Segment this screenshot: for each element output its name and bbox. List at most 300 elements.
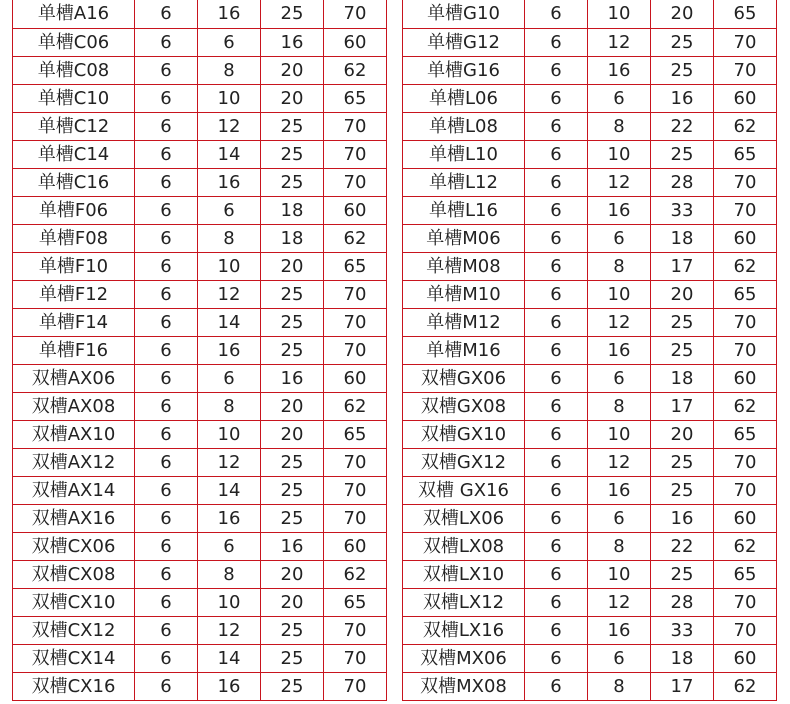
value-cell-4: 65 <box>714 141 777 169</box>
value-cell-1: 6 <box>525 225 588 253</box>
value-cell-4: 70 <box>714 337 777 365</box>
model-cell: 单槽G10 <box>403 0 525 29</box>
spec-table-left-body <box>13 0 387 701</box>
value-cell-2: 12 <box>588 449 651 477</box>
value-cell-3: 22 <box>651 113 714 141</box>
table-row <box>403 225 777 253</box>
value-cell-2: 10 <box>588 421 651 449</box>
value-cell-2: 8 <box>588 533 651 561</box>
value-cell-2: 10 <box>588 0 651 29</box>
value-cell-3: 25 <box>261 337 324 365</box>
model-cell: 单槽L08 <box>403 113 525 141</box>
value-cell-1: 6 <box>135 197 198 225</box>
value-cell-3: 20 <box>261 561 324 589</box>
value-cell-1: 6 <box>525 0 588 29</box>
value-cell-2: 6 <box>198 365 261 393</box>
spec-table-right-body <box>403 0 777 701</box>
value-cell-4: 62 <box>714 393 777 421</box>
table-row <box>403 421 777 449</box>
table-row <box>403 561 777 589</box>
value-cell-3: 20 <box>651 281 714 309</box>
value-cell-1: 6 <box>525 617 588 645</box>
value-cell-2: 8 <box>588 673 651 701</box>
table-row <box>403 281 777 309</box>
value-cell-4: 70 <box>714 477 777 505</box>
value-cell-4: 62 <box>714 673 777 701</box>
model-cell: 单槽M08 <box>403 253 525 281</box>
value-cell-2: 10 <box>588 141 651 169</box>
table-row <box>403 589 777 617</box>
model-cell: 单槽C10 <box>13 85 135 113</box>
table-row <box>13 197 387 225</box>
value-cell-3: 18 <box>261 197 324 225</box>
model-cell: 单槽F12 <box>13 281 135 309</box>
table-row <box>13 169 387 197</box>
value-cell-3: 25 <box>651 561 714 589</box>
value-cell-2: 12 <box>198 113 261 141</box>
value-cell-1: 6 <box>135 617 198 645</box>
table-row <box>13 365 387 393</box>
value-cell-2: 12 <box>588 29 651 57</box>
value-cell-3: 25 <box>261 169 324 197</box>
value-cell-3: 25 <box>261 449 324 477</box>
value-cell-1: 6 <box>135 85 198 113</box>
value-cell-3: 25 <box>651 337 714 365</box>
value-cell-3: 20 <box>261 253 324 281</box>
model-cell: 双槽GX06 <box>403 365 525 393</box>
table-row <box>403 141 777 169</box>
value-cell-4: 70 <box>324 0 387 29</box>
table-row <box>13 141 387 169</box>
value-cell-2: 6 <box>588 645 651 673</box>
spec-table-left <box>12 0 387 701</box>
table-row <box>13 0 387 29</box>
model-cell: 双槽LX12 <box>403 589 525 617</box>
value-cell-1: 6 <box>135 225 198 253</box>
table-row <box>403 0 777 29</box>
table-row <box>403 57 777 85</box>
value-cell-4: 62 <box>324 225 387 253</box>
value-cell-3: 33 <box>651 197 714 225</box>
table-row <box>403 673 777 701</box>
value-cell-4: 62 <box>324 393 387 421</box>
value-cell-2: 16 <box>198 0 261 29</box>
value-cell-3: 20 <box>261 85 324 113</box>
value-cell-3: 25 <box>651 309 714 337</box>
table-row <box>13 253 387 281</box>
value-cell-4: 70 <box>324 309 387 337</box>
value-cell-3: 20 <box>261 589 324 617</box>
model-cell: 双槽LX10 <box>403 561 525 589</box>
model-cell: 双槽MX06 <box>403 645 525 673</box>
value-cell-1: 6 <box>135 365 198 393</box>
value-cell-2: 6 <box>588 505 651 533</box>
value-cell-3: 16 <box>261 29 324 57</box>
value-cell-1: 6 <box>135 113 198 141</box>
table-row <box>13 29 387 57</box>
model-cell: 双槽GX08 <box>403 393 525 421</box>
value-cell-3: 18 <box>651 645 714 673</box>
value-cell-3: 18 <box>651 365 714 393</box>
model-cell: 双槽AX10 <box>13 421 135 449</box>
model-cell: 单槽F06 <box>13 197 135 225</box>
value-cell-2: 8 <box>198 393 261 421</box>
table-row <box>403 645 777 673</box>
value-cell-3: 28 <box>651 589 714 617</box>
model-cell: 单槽L12 <box>403 169 525 197</box>
model-cell: 双槽LX16 <box>403 617 525 645</box>
value-cell-4: 70 <box>714 589 777 617</box>
model-cell: 双槽AX12 <box>13 449 135 477</box>
value-cell-3: 16 <box>261 365 324 393</box>
value-cell-2: 16 <box>588 617 651 645</box>
value-cell-4: 70 <box>324 673 387 701</box>
value-cell-2: 10 <box>198 589 261 617</box>
model-cell: 双槽CX16 <box>13 673 135 701</box>
table-row <box>13 309 387 337</box>
value-cell-3: 28 <box>651 169 714 197</box>
value-cell-1: 6 <box>135 57 198 85</box>
table-row <box>13 477 387 505</box>
value-cell-4: 65 <box>324 253 387 281</box>
table-row <box>403 505 777 533</box>
table-row <box>403 253 777 281</box>
value-cell-4: 62 <box>324 57 387 85</box>
value-cell-1: 6 <box>135 141 198 169</box>
value-cell-4: 65 <box>714 281 777 309</box>
model-cell: 单槽F14 <box>13 309 135 337</box>
value-cell-1: 6 <box>135 253 198 281</box>
model-cell: 双槽AX14 <box>13 477 135 505</box>
value-cell-1: 6 <box>525 449 588 477</box>
value-cell-2: 14 <box>198 141 261 169</box>
value-cell-3: 25 <box>261 0 324 29</box>
model-cell: 单槽F16 <box>13 337 135 365</box>
value-cell-1: 6 <box>525 421 588 449</box>
value-cell-3: 17 <box>651 673 714 701</box>
value-cell-4: 70 <box>324 505 387 533</box>
value-cell-2: 6 <box>198 197 261 225</box>
value-cell-2: 16 <box>198 169 261 197</box>
value-cell-2: 14 <box>198 309 261 337</box>
value-cell-1: 6 <box>525 337 588 365</box>
table-row <box>13 113 387 141</box>
value-cell-3: 25 <box>651 449 714 477</box>
table-row <box>13 57 387 85</box>
value-cell-4: 60 <box>714 85 777 113</box>
model-cell: 单槽M16 <box>403 337 525 365</box>
value-cell-4: 70 <box>714 197 777 225</box>
value-cell-3: 25 <box>261 645 324 673</box>
table-row <box>13 85 387 113</box>
model-cell: 单槽M06 <box>403 225 525 253</box>
model-cell: 单槽F08 <box>13 225 135 253</box>
model-cell: 单槽C08 <box>13 57 135 85</box>
value-cell-3: 16 <box>651 505 714 533</box>
value-cell-4: 65 <box>714 0 777 29</box>
table-row <box>403 85 777 113</box>
value-cell-4: 60 <box>324 29 387 57</box>
value-cell-2: 6 <box>198 533 261 561</box>
value-cell-1: 6 <box>135 281 198 309</box>
value-cell-2: 8 <box>588 393 651 421</box>
table-row <box>403 337 777 365</box>
value-cell-2: 14 <box>198 477 261 505</box>
value-cell-3: 25 <box>261 281 324 309</box>
value-cell-3: 25 <box>261 141 324 169</box>
value-cell-3: 25 <box>651 477 714 505</box>
value-cell-3: 17 <box>651 253 714 281</box>
value-cell-2: 6 <box>198 29 261 57</box>
table-row <box>13 617 387 645</box>
table-row <box>403 449 777 477</box>
value-cell-1: 6 <box>135 477 198 505</box>
value-cell-1: 6 <box>135 421 198 449</box>
value-cell-1: 6 <box>135 673 198 701</box>
value-cell-3: 20 <box>651 0 714 29</box>
value-cell-1: 6 <box>525 85 588 113</box>
value-cell-1: 6 <box>135 505 198 533</box>
table-row <box>13 421 387 449</box>
value-cell-2: 16 <box>588 337 651 365</box>
model-cell: 双槽CX12 <box>13 617 135 645</box>
table-row <box>13 337 387 365</box>
value-cell-2: 16 <box>588 197 651 225</box>
model-cell: 单槽C06 <box>13 29 135 57</box>
value-cell-2: 12 <box>198 617 261 645</box>
value-cell-2: 6 <box>588 365 651 393</box>
table-row <box>403 113 777 141</box>
model-cell: 双槽GX10 <box>403 421 525 449</box>
model-cell: 单槽L10 <box>403 141 525 169</box>
table-row <box>13 505 387 533</box>
model-cell: 单槽L06 <box>403 85 525 113</box>
value-cell-4: 60 <box>714 645 777 673</box>
value-cell-4: 70 <box>324 141 387 169</box>
value-cell-3: 25 <box>261 505 324 533</box>
model-cell: 双槽AX08 <box>13 393 135 421</box>
value-cell-3: 16 <box>261 533 324 561</box>
model-cell: 单槽A16 <box>13 0 135 29</box>
value-cell-2: 10 <box>198 421 261 449</box>
table-row <box>403 197 777 225</box>
value-cell-3: 25 <box>261 617 324 645</box>
value-cell-1: 6 <box>525 561 588 589</box>
value-cell-1: 6 <box>135 309 198 337</box>
table-row <box>13 533 387 561</box>
value-cell-4: 70 <box>714 169 777 197</box>
value-cell-1: 6 <box>135 0 198 29</box>
value-cell-2: 8 <box>198 561 261 589</box>
spec-table-right <box>402 0 777 701</box>
value-cell-4: 70 <box>324 169 387 197</box>
value-cell-3: 25 <box>261 309 324 337</box>
value-cell-2: 12 <box>588 169 651 197</box>
model-cell: 双槽LX06 <box>403 505 525 533</box>
value-cell-4: 60 <box>714 365 777 393</box>
value-cell-4: 65 <box>324 421 387 449</box>
value-cell-4: 60 <box>324 197 387 225</box>
value-cell-2: 8 <box>588 253 651 281</box>
value-cell-3: 25 <box>261 477 324 505</box>
model-cell: 单槽C16 <box>13 169 135 197</box>
value-cell-2: 12 <box>588 589 651 617</box>
value-cell-2: 16 <box>588 57 651 85</box>
value-cell-4: 65 <box>714 561 777 589</box>
value-cell-4: 70 <box>324 645 387 673</box>
value-cell-3: 17 <box>651 393 714 421</box>
value-cell-3: 20 <box>261 57 324 85</box>
value-cell-4: 60 <box>714 505 777 533</box>
value-cell-2: 6 <box>588 225 651 253</box>
value-cell-1: 6 <box>525 253 588 281</box>
value-cell-3: 16 <box>651 85 714 113</box>
value-cell-4: 70 <box>324 281 387 309</box>
value-cell-4: 62 <box>714 533 777 561</box>
value-cell-3: 25 <box>261 673 324 701</box>
value-cell-4: 70 <box>714 617 777 645</box>
table-row <box>403 617 777 645</box>
value-cell-4: 62 <box>324 561 387 589</box>
value-cell-3: 20 <box>261 393 324 421</box>
value-cell-1: 6 <box>525 197 588 225</box>
value-cell-1: 6 <box>135 449 198 477</box>
value-cell-2: 8 <box>588 113 651 141</box>
value-cell-4: 65 <box>714 421 777 449</box>
value-cell-1: 6 <box>135 589 198 617</box>
table-row <box>403 29 777 57</box>
value-cell-3: 25 <box>651 29 714 57</box>
model-cell: 双槽AX16 <box>13 505 135 533</box>
value-cell-3: 20 <box>651 421 714 449</box>
value-cell-1: 6 <box>525 281 588 309</box>
model-cell: 双槽CX14 <box>13 645 135 673</box>
table-row <box>13 645 387 673</box>
value-cell-2: 12 <box>588 309 651 337</box>
model-cell: 单槽F10 <box>13 253 135 281</box>
value-cell-3: 25 <box>651 141 714 169</box>
value-cell-4: 70 <box>324 337 387 365</box>
value-cell-2: 6 <box>588 85 651 113</box>
table-row <box>13 449 387 477</box>
value-cell-1: 6 <box>525 673 588 701</box>
value-cell-2: 16 <box>198 505 261 533</box>
table-row <box>13 281 387 309</box>
model-cell: 双槽CX06 <box>13 533 135 561</box>
table-row <box>13 225 387 253</box>
value-cell-1: 6 <box>525 141 588 169</box>
model-cell: 单槽C14 <box>13 141 135 169</box>
value-cell-2: 16 <box>198 673 261 701</box>
model-cell: 双槽AX06 <box>13 365 135 393</box>
value-cell-4: 60 <box>714 225 777 253</box>
model-cell: 双槽CX08 <box>13 561 135 589</box>
value-cell-1: 6 <box>135 645 198 673</box>
value-cell-3: 25 <box>261 113 324 141</box>
value-cell-1: 6 <box>525 589 588 617</box>
value-cell-4: 70 <box>324 449 387 477</box>
value-cell-3: 18 <box>261 225 324 253</box>
value-cell-3: 22 <box>651 533 714 561</box>
value-cell-2: 10 <box>588 281 651 309</box>
value-cell-1: 6 <box>525 393 588 421</box>
value-cell-4: 60 <box>324 533 387 561</box>
value-cell-2: 12 <box>198 449 261 477</box>
value-cell-4: 60 <box>324 365 387 393</box>
value-cell-3: 18 <box>651 225 714 253</box>
value-cell-4: 62 <box>714 253 777 281</box>
value-cell-4: 62 <box>714 113 777 141</box>
value-cell-1: 6 <box>135 533 198 561</box>
value-cell-1: 6 <box>135 169 198 197</box>
value-cell-2: 10 <box>198 85 261 113</box>
table-row <box>13 589 387 617</box>
model-cell: 双槽MX08 <box>403 673 525 701</box>
value-cell-1: 6 <box>525 309 588 337</box>
model-cell: 双槽GX12 <box>403 449 525 477</box>
model-cell: 单槽M10 <box>403 281 525 309</box>
value-cell-2: 10 <box>588 561 651 589</box>
model-cell: 单槽L16 <box>403 197 525 225</box>
value-cell-2: 16 <box>588 477 651 505</box>
model-cell: 双槽 GX16 <box>403 477 525 505</box>
value-cell-2: 8 <box>198 225 261 253</box>
table-row <box>13 393 387 421</box>
value-cell-2: 12 <box>198 281 261 309</box>
value-cell-4: 70 <box>714 29 777 57</box>
value-cell-1: 6 <box>525 113 588 141</box>
table-row <box>403 365 777 393</box>
table-row <box>13 673 387 701</box>
value-cell-4: 70 <box>714 449 777 477</box>
value-cell-3: 25 <box>651 57 714 85</box>
value-cell-4: 70 <box>714 309 777 337</box>
model-cell: 双槽CX10 <box>13 589 135 617</box>
value-cell-4: 65 <box>324 589 387 617</box>
model-cell: 单槽G16 <box>403 57 525 85</box>
value-cell-1: 6 <box>135 337 198 365</box>
value-cell-4: 70 <box>324 477 387 505</box>
value-cell-3: 20 <box>261 421 324 449</box>
value-cell-2: 8 <box>198 57 261 85</box>
value-cell-2: 14 <box>198 645 261 673</box>
value-cell-1: 6 <box>525 477 588 505</box>
table-row <box>403 393 777 421</box>
model-cell: 单槽G12 <box>403 29 525 57</box>
value-cell-2: 16 <box>198 337 261 365</box>
value-cell-1: 6 <box>135 393 198 421</box>
value-cell-1: 6 <box>525 533 588 561</box>
value-cell-1: 6 <box>525 57 588 85</box>
value-cell-1: 6 <box>525 505 588 533</box>
table-row <box>403 533 777 561</box>
value-cell-4: 70 <box>714 57 777 85</box>
value-cell-4: 70 <box>324 617 387 645</box>
value-cell-2: 10 <box>198 253 261 281</box>
table-row <box>403 477 777 505</box>
value-cell-1: 6 <box>525 365 588 393</box>
model-cell: 单槽C12 <box>13 113 135 141</box>
value-cell-1: 6 <box>525 169 588 197</box>
model-cell: 双槽LX08 <box>403 533 525 561</box>
model-cell: 单槽M12 <box>403 309 525 337</box>
table-row <box>13 561 387 589</box>
value-cell-1: 6 <box>135 561 198 589</box>
table-row <box>403 309 777 337</box>
value-cell-3: 33 <box>651 617 714 645</box>
table-row <box>403 169 777 197</box>
value-cell-1: 6 <box>525 29 588 57</box>
